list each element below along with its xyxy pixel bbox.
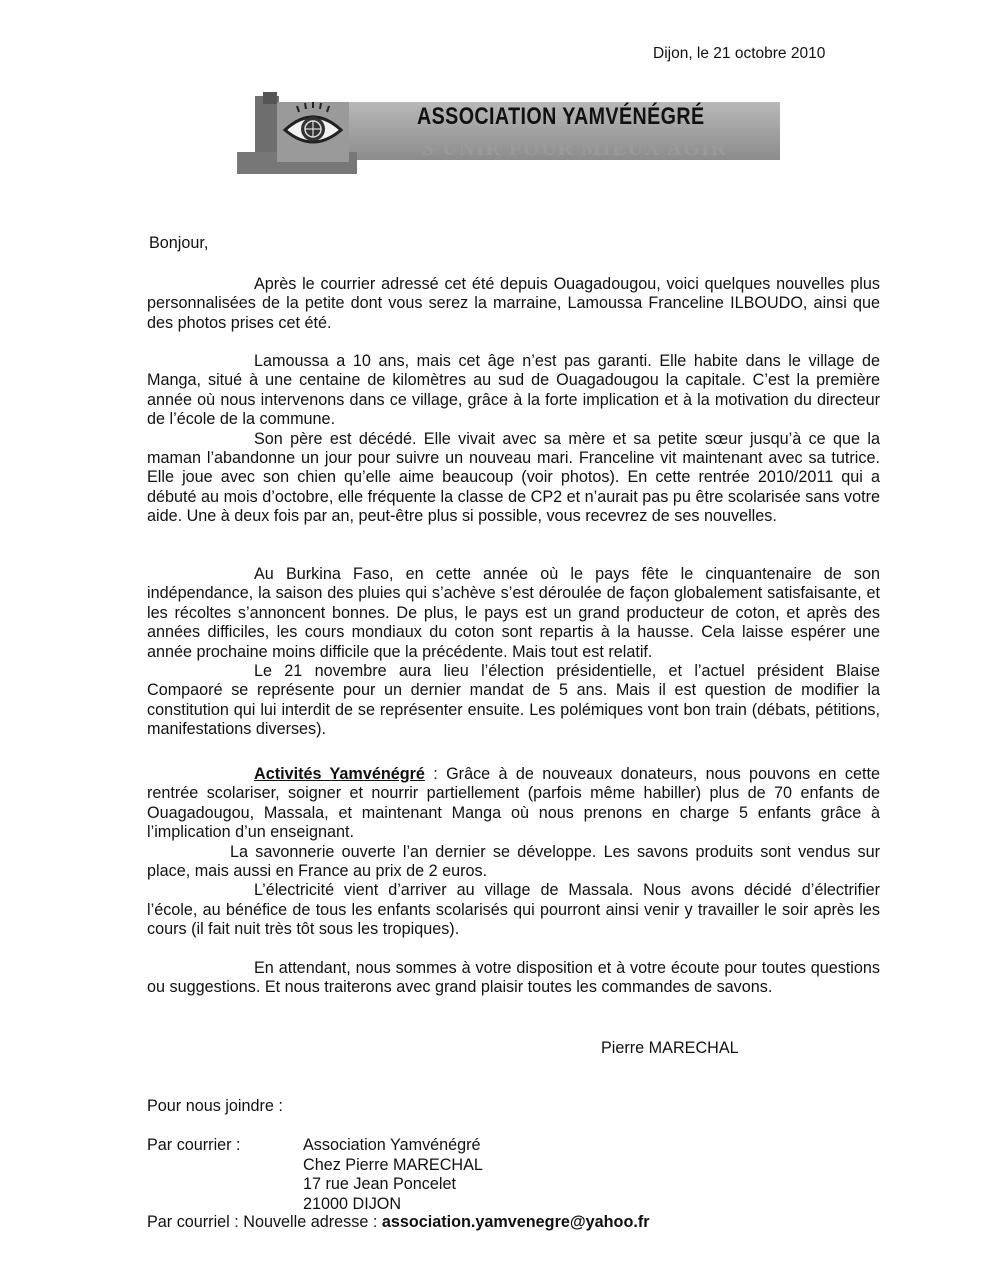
banner-title: ASSOCIATION YAMVÉNÉGRÉ [417, 103, 705, 130]
contact-intro: Pour nous joindre : [147, 1097, 283, 1115]
signature: Pierre MARECHAL [601, 1039, 739, 1057]
greeting: Bonjour, [149, 234, 209, 252]
section-country [147, 565, 880, 740]
paragraph-activities [147, 765, 880, 843]
email-address[interactable]: association.yamvenegre@yahoo.fr [381, 1213, 650, 1231]
paragraph-child-family: Son père est décédé. Elle vivait avec sa mère et sa petite sœur jusqu’à ce que la maman l’abandonne un jour pour suivre un nouveau mari. Franceline vit maintenant avec sa tutrice. Elle joue avec son chien qu’elle aime beaucoup (voir photos). En cette rentrée 2010/2011 qui a débuté au mois d’octobre, elle fréquente la classe de CP2 et n’aurait pas pu être scolarisée sans votre aide. Une à deux fois par an, peut-être plus si possible, vous recevrez de ses nouvelles. [147, 429, 880, 526]
section-child [147, 352, 880, 527]
letter-date: Dijon, le 21 octobre 2010 [653, 45, 826, 62]
paragraph-electricity: L’électricité vient d’arriver au village de Massala. Nous avons décidé d’électrifier l’école, au bénéfice de tous les enfants scolarisés qui pourront ainsi venir y travailler le soir après les cours (il fait nuit très tôt sous les tropiques). [147, 881, 880, 939]
postal-address [303, 1136, 483, 1214]
address-line: 17 rue Jean Poncelet [303, 1175, 456, 1193]
post-label: Par courrier : [147, 1136, 241, 1154]
address-line: 21000 DIJON [303, 1194, 402, 1213]
activities-heading: Activités Yamvénégré [254, 765, 425, 783]
paragraph-child-age: Lamoussa a 10 ans, mais cet âge n’est pas garanti. Elle habite dans le village de Manga, situé à une centaine de kilomètres au sud de Ouagadougou la capitale. C’est la première année où nous intervenons dans ce village, grâce à la forte implication et à la motivation du directeur de l’école de la commune. [147, 352, 880, 429]
email-label: Par courriel : Nouvelle adresse : [147, 1213, 382, 1231]
paragraph-soap-factory: La savonnerie ouverte l’an dernier se développe. Les savons produits sont vendus sur place, mais aussi en France au prix de 2 euros. [147, 842, 880, 881]
address-line: Chez Pierre MARECHAL [303, 1155, 483, 1174]
paragraph-election: Le 21 novembre aura lieu l’élection présidentielle, et l’actuel président Blaise Compaoré se représente pour un dernier mandat de 5 ans. Mais il est question de modifier la constitution qui lui interdit de se représenter ensuite. Les polémiques vont bon train (débats, pétitions, manifestations diverses). [147, 662, 880, 739]
address-line: Association Yamvénégré [303, 1136, 481, 1154]
paragraph-closing: En attendant, nous sommes à votre disposition et à votre écoute pour toutes questions ou suggestions. Et nous traiterons avec grand plaisir toutes les commandes de savons. [147, 959, 880, 997]
banner-slogan: S'UNIR POUR MIEUX AGIR [422, 136, 728, 160]
section-activities [147, 765, 880, 940]
association-banner [237, 92, 780, 174]
paragraph-country-news: Au Burkina Faso, en cette année où le pays fête le cinquantenaire de son indépendance, la saison des pluies qui s’achève s’est déroulée de façon globalement satisfaisante, et les récoltes s’annoncent bonnes. De plus, le pays est un grand producteur de coton, et après des années difficiles, les cours mondiaux du coton sont repartis à la hausse. Cela laisse espérer une année prochaine moins difficile que la précédente. Mais tout est relatif. [147, 565, 880, 661]
email-line [147, 1213, 650, 1232]
activities-text: : Grâce à de nouveaux donateurs, nous pouvons en cette rentrée scolariser, soigner et nourrir partiellement (parfois même habiller) plus de 70 enfants de Ouagadougou, Massala, et maintenant Manga où nous prenons en charge 5 enfants grâce à l’implication d’un enseignant. [147, 765, 880, 842]
paragraph-intro: Après le courrier adressé cet été depuis Ouagadougou, voici quelques nouvelles plus personnalisées de la petite dont vous serez la marraine, Lamoussa Franceline ILBOUDO, ainsi que des photos prises cet été. [147, 275, 880, 332]
